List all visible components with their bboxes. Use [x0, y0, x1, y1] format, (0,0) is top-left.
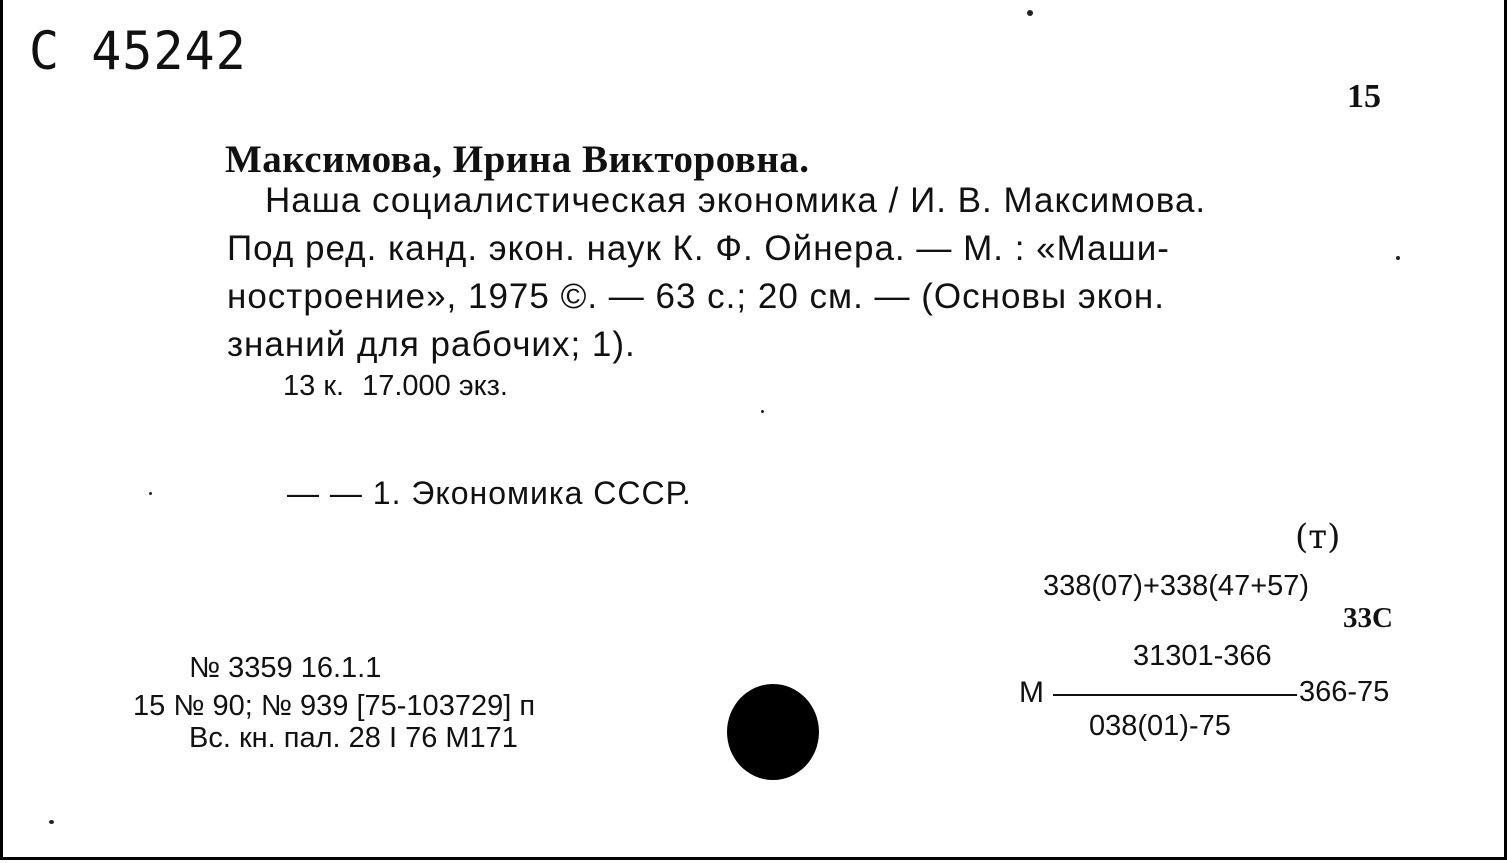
catalog-line: № 3359 16.1.1: [189, 652, 382, 684]
bbk-denominator: 038(01)-75: [1089, 710, 1231, 742]
print-run: 17.000 экз.: [362, 370, 508, 402]
handwritten-catalog-code: С 45242: [29, 20, 247, 82]
bbk-suffix: 366-75: [1299, 676, 1390, 708]
fraction-line: [1053, 694, 1297, 696]
price: 13 к.: [283, 370, 345, 402]
handwritten-mark: (т): [1295, 517, 1341, 557]
bbk-numerator: 31301-366: [1133, 640, 1272, 672]
price-and-print-run: [283, 372, 508, 401]
author-heading: Максимова, Ирина Викторовна.: [225, 138, 810, 181]
speck: [1027, 10, 1033, 16]
punch-hole: [727, 684, 819, 780]
speck: [761, 410, 764, 413]
classification-suffix: 33С: [1343, 602, 1393, 634]
description-line: ностроение», 1975 ©. — 63 с.; 20 см. — (Основы экон.: [227, 277, 1165, 316]
subject-heading: — — 1. Экономика СССР.: [287, 475, 692, 511]
speck: [1396, 256, 1400, 260]
page-number: 15: [1347, 78, 1381, 115]
description-line: Наша социалистическая экономика / И. В. Максимова.: [265, 181, 1207, 220]
speck: [149, 492, 152, 495]
description-line: Под ред. канд. экон. наук К. Ф. Ойнера. — М. : «Маши-: [227, 229, 1170, 268]
bbk-prefix: М: [1019, 676, 1044, 709]
description-line: знаний для рабочих; 1).: [227, 325, 636, 364]
classification-formula: 338(07)+338(47+57): [1043, 570, 1310, 602]
catalog-line: Вс. кн. пал. 28 I 76 М171: [189, 722, 518, 754]
speck: [49, 820, 54, 824]
catalog-line: 15 № 90; № 939 [75-103729] п: [133, 690, 536, 722]
